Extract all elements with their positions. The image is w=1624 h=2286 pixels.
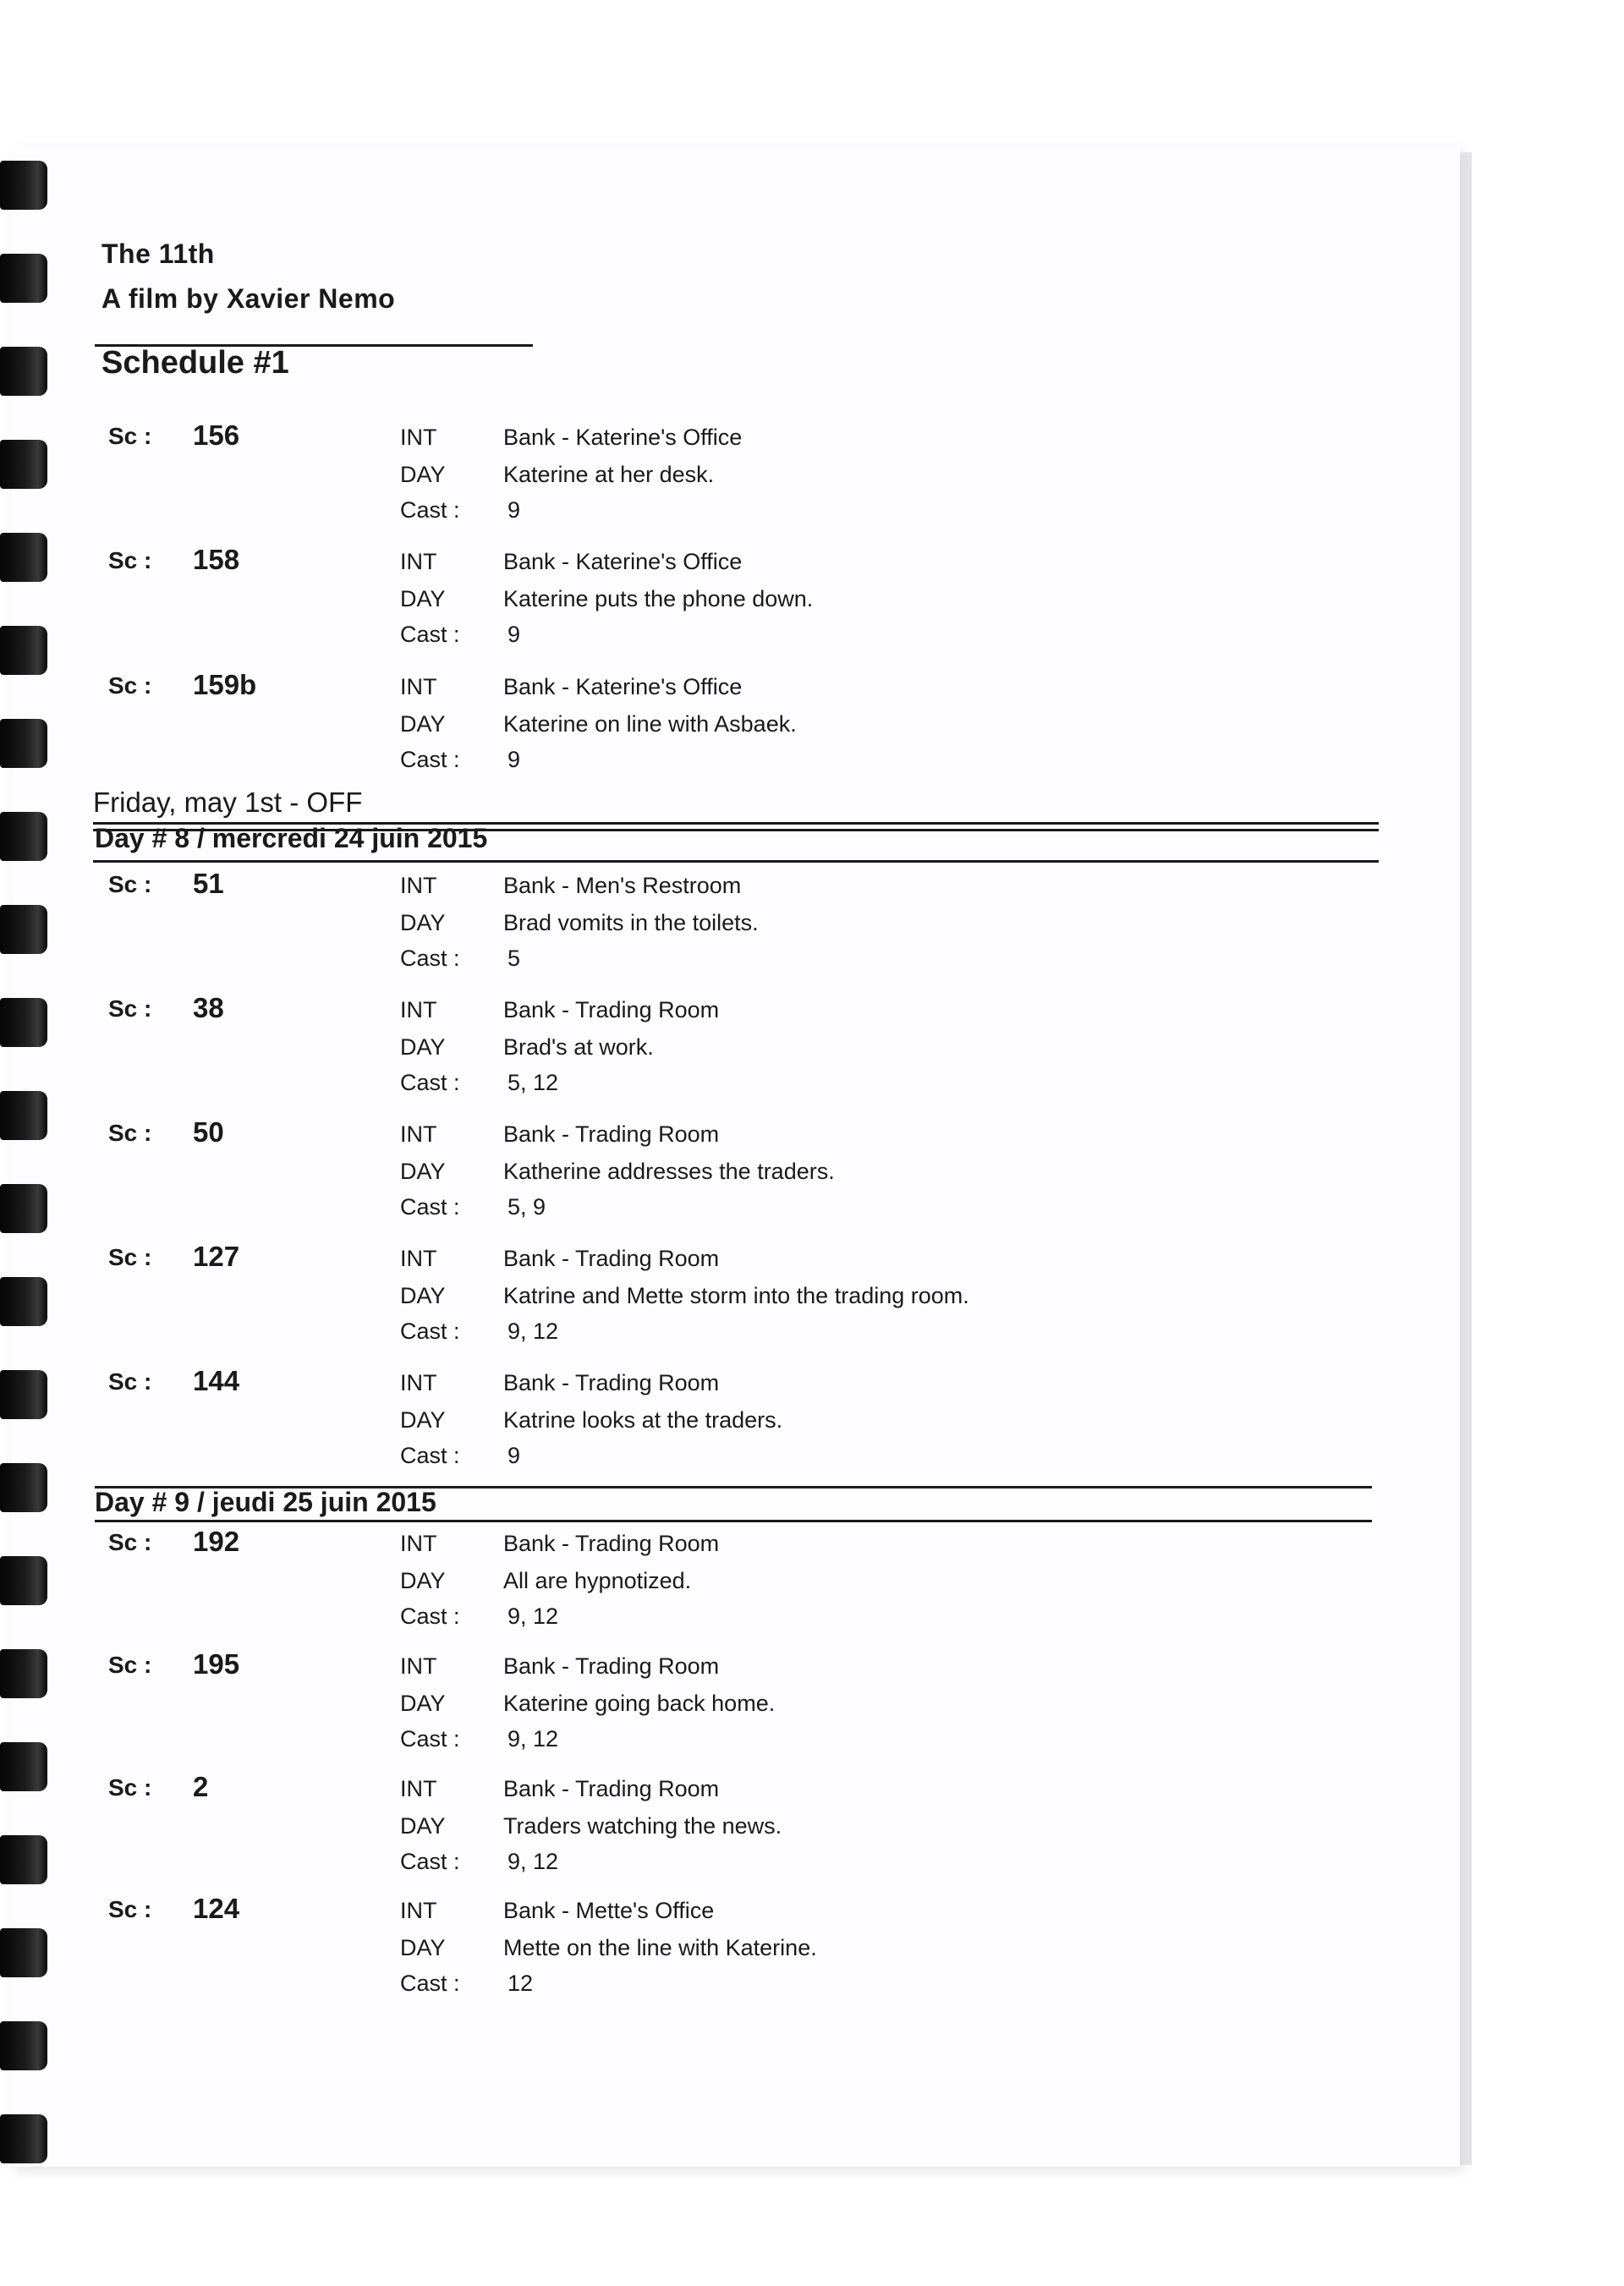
scene-cast: 9, 12 — [508, 1318, 559, 1344]
int-label: INT — [400, 873, 437, 898]
scene-location: Bank - Trading Room — [503, 1370, 720, 1395]
scene-description: Katrine and Mette storm into the trading room. — [503, 1283, 969, 1308]
cast-label: Cast : — [400, 497, 460, 523]
day-label: DAY — [400, 910, 446, 935]
scene-location: Bank - Katerine's Office — [503, 425, 743, 450]
off-day-note: Friday, may 1st - OFF — [93, 787, 363, 818]
scene-cast: 9 — [508, 622, 521, 647]
day-heading-underline — [95, 1520, 1372, 1522]
scene-entry — [0, 669, 1421, 791]
scene-location: Bank - Mette's Office — [503, 1898, 715, 1923]
scene-label: Sc : — [108, 672, 152, 699]
scene-description: Katrine looks at the traders. — [503, 1407, 783, 1433]
scene-number: 124 — [193, 1893, 240, 1924]
scene-number: 144 — [193, 1365, 240, 1396]
scene-label: Sc : — [108, 1529, 152, 1555]
scene-description: Traders watching the news. — [503, 1813, 782, 1839]
scene-description: Katerine at her desk. — [503, 462, 715, 487]
scene-entry — [0, 1526, 1421, 1647]
day-heading-underline — [93, 860, 1379, 863]
scene-cast: 9 — [508, 1443, 521, 1468]
scene-description: Mette on the line with Katerine. — [503, 1935, 817, 1960]
scene-description: All are hypnotized. — [503, 1568, 692, 1593]
binding-ring — [0, 254, 47, 303]
scene-number: 159b — [193, 669, 257, 700]
film-title: The 11th — [102, 238, 215, 269]
scene-description: Brad vomits in the toilets. — [503, 910, 759, 935]
cast-label: Cast : — [400, 1194, 460, 1220]
scene-description: Katerine going back home. — [503, 1691, 776, 1716]
scene-entry — [0, 1893, 1421, 2015]
scene-location: Bank - Katerine's Office — [503, 549, 743, 574]
cast-label: Cast : — [400, 946, 460, 971]
scene-cast: 5 — [508, 946, 521, 971]
int-label: INT — [400, 549, 437, 574]
binding-ring — [0, 812, 47, 861]
scene-entry — [0, 1365, 1421, 1487]
int-label: INT — [400, 425, 437, 450]
cast-label: Cast : — [400, 1318, 460, 1344]
binding-ring — [0, 2114, 47, 2163]
int-label: INT — [400, 1246, 437, 1271]
scene-entry — [0, 1116, 1421, 1238]
scene-location: Bank - Trading Room — [503, 1246, 720, 1271]
scene-location: Bank - Trading Room — [503, 1531, 720, 1556]
cast-label: Cast : — [400, 1726, 460, 1752]
scene-cast: 9, 12 — [508, 1603, 559, 1629]
scene-label: Sc : — [108, 871, 152, 897]
int-label: INT — [400, 1776, 437, 1801]
day-label: DAY — [400, 1568, 446, 1593]
scene-number: 195 — [193, 1648, 240, 1680]
scene-cast: 12 — [508, 1971, 534, 1996]
scene-location: Bank - Trading Room — [503, 1121, 720, 1147]
day-label: DAY — [400, 1159, 446, 1184]
scene-number: 127 — [193, 1241, 240, 1272]
day-label: DAY — [400, 462, 446, 487]
cast-label: Cast : — [400, 1849, 460, 1874]
int-label: INT — [400, 1531, 437, 1556]
scene-number: 156 — [193, 419, 240, 451]
scene-label: Sc : — [108, 547, 152, 573]
scene-entry — [0, 419, 1421, 541]
int-label: INT — [400, 1653, 437, 1679]
day-label: DAY — [400, 1407, 446, 1433]
scene-cast: 9 — [508, 497, 521, 523]
scene-number: 192 — [193, 1526, 240, 1557]
scene-number: 38 — [193, 992, 224, 1023]
scene-label: Sc : — [108, 1368, 152, 1395]
day-label: DAY — [400, 1691, 446, 1716]
scene-description: Katerine on line with Asbaek. — [503, 711, 797, 737]
int-label: INT — [400, 1898, 437, 1923]
cast-label: Cast : — [400, 1443, 460, 1468]
binding-ring — [0, 2021, 47, 2070]
scene-label: Sc : — [108, 1896, 152, 1922]
scene-label: Sc : — [108, 1774, 152, 1801]
scene-entry — [0, 1241, 1421, 1362]
day-label: DAY — [400, 711, 446, 737]
scene-entry — [0, 1771, 1421, 1893]
scene-location: Bank - Trading Room — [503, 1776, 720, 1801]
scene-label: Sc : — [108, 1120, 152, 1146]
scene-label: Sc : — [108, 1244, 152, 1270]
cast-label: Cast : — [400, 1070, 460, 1095]
day-label: DAY — [400, 1283, 446, 1308]
film-credit: A film by Xavier Nemo — [102, 283, 396, 314]
cast-label: Cast : — [400, 622, 460, 647]
scene-entry — [0, 868, 1421, 990]
int-label: INT — [400, 1370, 437, 1395]
scene-location: Bank - Trading Room — [503, 997, 720, 1022]
scene-number: 50 — [193, 1116, 224, 1148]
scene-label: Sc : — [108, 423, 152, 449]
scene-number: 158 — [193, 544, 240, 575]
int-label: INT — [400, 997, 437, 1022]
scene-location: Bank - Men's Restroom — [503, 873, 742, 898]
day-label: DAY — [400, 586, 446, 611]
scene-description: Brad's at work. — [503, 1034, 654, 1060]
int-label: INT — [400, 1121, 437, 1147]
scene-entry — [0, 1648, 1421, 1770]
scene-entry — [0, 544, 1421, 666]
scene-label: Sc : — [108, 995, 152, 1022]
scene-location: Bank - Katerine's Office — [503, 674, 743, 699]
scene-cast: 9, 12 — [508, 1849, 559, 1874]
scene-number: 2 — [193, 1771, 209, 1802]
cast-label: Cast : — [400, 1971, 460, 1996]
scene-label: Sc : — [108, 1652, 152, 1678]
cast-label: Cast : — [400, 1603, 460, 1629]
day-label: DAY — [400, 1935, 446, 1960]
cast-label: Cast : — [400, 747, 460, 772]
scene-description: Katerine puts the phone down. — [503, 586, 814, 611]
day-label: DAY — [400, 1034, 446, 1060]
scene-cast: 9, 12 — [508, 1726, 559, 1752]
scene-entry — [0, 992, 1421, 1114]
scene-description: Katherine addresses the traders. — [503, 1159, 835, 1184]
binding-ring — [0, 347, 47, 396]
scene-number: 51 — [193, 868, 224, 899]
schedule-title: Schedule #1 — [102, 345, 289, 381]
day-heading: Day # 8 / mercredi 24 juin 2015 — [95, 823, 488, 853]
scene-location: Bank - Trading Room — [503, 1653, 720, 1679]
day-label: DAY — [400, 1813, 446, 1839]
scene-cast: 5, 9 — [508, 1194, 546, 1220]
binding-ring — [0, 161, 47, 210]
scene-cast: 9 — [508, 747, 521, 772]
int-label: INT — [400, 674, 437, 699]
day-heading: Day # 9 / jeudi 25 juin 2015 — [95, 1487, 436, 1517]
scene-cast: 5, 12 — [508, 1070, 559, 1095]
